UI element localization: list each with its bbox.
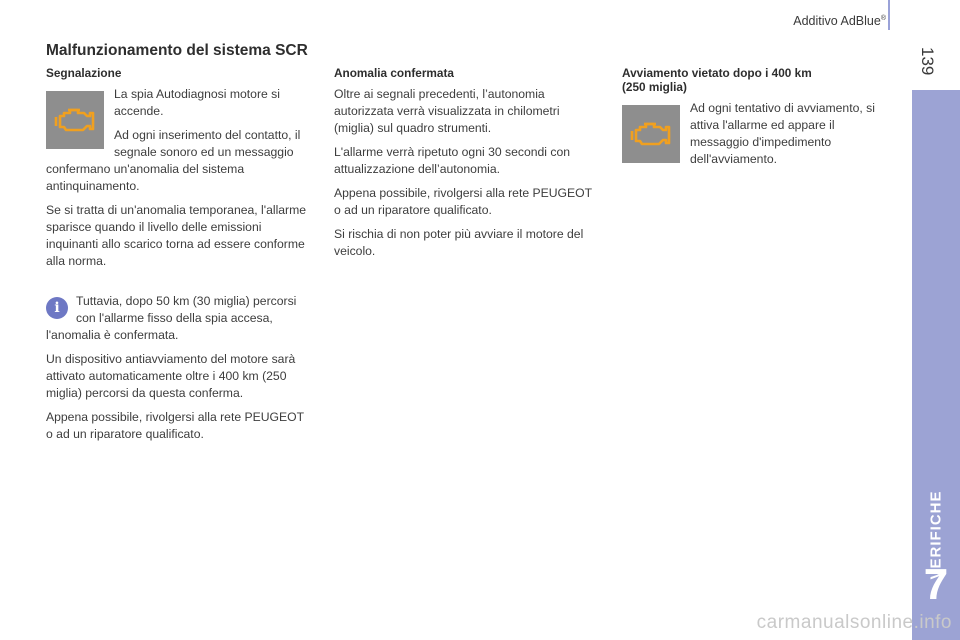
paragraph: L'allarme verrà ripetuto ogni 30 secondi con attualizzazione dell’autonomia. (334, 145, 571, 176)
paragraph: Oltre ai segnali precedenti, l’autonomia autorizzata verrà visualizzata in chilometri (miglia) sul quadro strumenti. (334, 87, 560, 135)
header-divider (888, 0, 890, 30)
info-note: Tuttavia, dopo 50 km (30 miglia) percorsi con l'allarme fisso della spia accesa, l'anomalia è confermata. (46, 294, 297, 342)
paragraph: Se si tratta di un'anomalia temporanea, l'allarme sparisce quando il livello delle emissioni inquinanti allo scarico torna ad essere conforme alla norma. (46, 203, 307, 268)
section-title: Additivo AdBlue® (793, 14, 886, 28)
paragraph: Appena possibile, rivolgersi alla rete PEUGEOT o ad un riparatore qualificato. (334, 186, 592, 217)
paragraph: Ad ogni tentativo di avviamento, si attiva l'allarme ed appare il messaggio d'impedimento dell'avviamento. (690, 101, 875, 166)
page-title: Malfunzionamento del sistema SCR (46, 42, 308, 59)
paragraph: Un dispositivo antiavviamento del motore sarà attivato automaticamente oltre i 400 km (250 miglia) percorsi da questa conferma. (46, 352, 296, 400)
heading-segnalazione: Segnalazione (46, 66, 122, 80)
paragraph: Ad ogni inserimento del contatto, il segnale sonoro ed un messaggio confermano un'anomalia del sistema antinquinamento. (46, 128, 301, 193)
watermark: carmanualsonline.info (756, 612, 952, 633)
paragraph: La spia Autodiagnosi motore si accende. (114, 87, 280, 118)
engine-warning-icon (46, 91, 104, 149)
engine-warning-icon (622, 105, 680, 163)
column-anomalia-confermata (334, 66, 602, 267)
chapter-label: VERIFICHE (927, 490, 945, 580)
column-segnalazione (46, 66, 308, 450)
paragraph: Si rischia di non poter più avviare il motore del veicolo. (334, 227, 584, 258)
column-avviamento-vietato (622, 66, 887, 175)
paragraph: Appena possibile, rivolgersi alla rete PEUGEOT o ad un riparatore qualificato. (46, 410, 304, 441)
page-number: 139 (918, 47, 937, 76)
heading-avviamento-vietato: Avviamento vietato dopo i 400 km (250 miglia) (622, 66, 812, 94)
info-icon: i (46, 297, 68, 319)
chapter-number: 7 (923, 560, 949, 609)
chapter-sidebar (912, 90, 960, 640)
heading-anomalia-confermata: Anomalia confermata (334, 66, 454, 80)
